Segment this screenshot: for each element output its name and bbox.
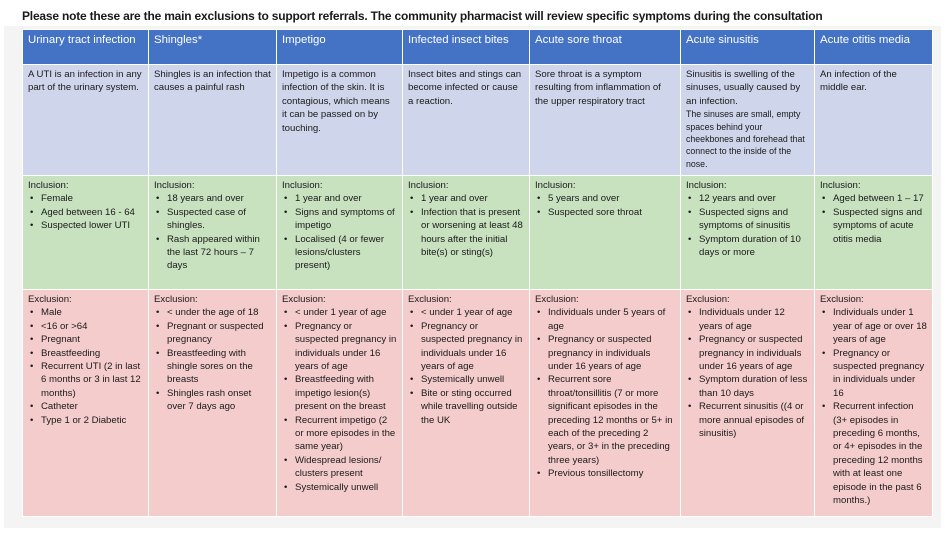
header-row — [23, 30, 933, 65]
inclusion-label: Inclusion: — [408, 180, 449, 191]
list-item: • Symptom duration of 10 days or more — [699, 233, 809, 260]
exclusion-cell — [277, 290, 403, 517]
exclusion-label: Exclusion: — [154, 294, 198, 305]
list-item: • Breastfeeding — [41, 347, 143, 360]
list-item: • 18 years and over — [167, 192, 271, 205]
list-item: • Pregnancy or suspected pregnancy in individuals under 16 years of age — [295, 320, 397, 374]
description-row — [23, 65, 933, 176]
list-item: • 1 year and over — [295, 192, 397, 205]
col-header-impetigo: Impetigo — [277, 30, 403, 65]
exclusion-label: Exclusion: — [535, 294, 579, 305]
list-item: • Breastfeeding with impetigo lesion(s) present on the breast — [295, 373, 397, 413]
inclusion-label: Inclusion: — [820, 180, 861, 191]
exclusion-label: Exclusion: — [28, 294, 72, 305]
exclusion-list — [282, 306, 397, 494]
exclusion-label: Exclusion: — [282, 294, 326, 305]
list-item: • 12 years and over — [699, 192, 809, 205]
col-header-uti: Urinary tract infection — [23, 30, 149, 65]
list-item: • Pregnancy or suspected pregnancy in individuals under 16 years of age — [548, 333, 675, 373]
list-item: • Recurrent infection (3+ episodes in preceding 6 months, or 4+ episodes in the preceding 12 months with at least one episode in the past 6 months.) — [833, 400, 927, 507]
exclusion-label: Exclusion: — [820, 294, 864, 305]
list-item: • Suspected signs and symptoms of sinusitis — [699, 206, 809, 233]
exclusion-label: Exclusion: — [686, 294, 730, 305]
list-item: • < under 1 year of age — [295, 306, 397, 319]
list-item: • Localised (4 or fewer lesions/clusters present) — [295, 233, 397, 273]
description-cell: Insect bites and stings can become infected or cause a reaction. — [403, 65, 530, 176]
list-item: • Infection that is present or worsening at least 48 hours after the initial bite(s) or sting(s) — [421, 206, 524, 260]
exclusion-cell — [149, 290, 277, 517]
list-item: • Pregnant — [41, 333, 143, 346]
description-cell: Impetigo is a common infection of the skin. It is contagious, which means it can be passed on by touching. — [277, 65, 403, 176]
inclusion-row — [23, 176, 933, 290]
inclusion-cell — [277, 176, 403, 290]
exclusion-label: Exclusion: — [408, 294, 452, 305]
list-item: • Suspected lower UTI — [41, 219, 143, 232]
list-item: • Pregnancy or suspected pregnancy in individuals under 16 years of age — [699, 333, 809, 373]
exclusion-cell — [530, 290, 681, 517]
inclusion-label: Inclusion: — [154, 180, 195, 191]
list-item: • Catheter — [41, 400, 143, 413]
description-cell: Shingles is an infection that causes a painful rash — [149, 65, 277, 176]
description-cell: A UTI is an infection in any part of the urinary system. — [23, 65, 149, 176]
list-item: • Recurrent sinusitis ((4 or more annual episodes of sinusitis) — [699, 400, 809, 440]
description-cell — [681, 65, 815, 176]
exclusion-cell — [23, 290, 149, 517]
exclusion-cell — [681, 290, 815, 517]
inclusion-list — [686, 192, 809, 259]
exclusions-table — [22, 29, 933, 517]
list-item: • < under the age of 18 — [167, 306, 271, 319]
list-item: • < under 1 year of age — [421, 306, 524, 319]
inclusion-cell — [23, 176, 149, 290]
col-header-sore-throat: Acute sore throat — [530, 30, 681, 65]
list-item: • Bite or sting occurred while travelling outside the UK — [421, 387, 524, 427]
list-item: • Individuals under 1 year of age or over 18 years of age — [833, 306, 927, 346]
list-item: • Individuals under 5 years of age — [548, 306, 675, 333]
col-header-sinusitis: Acute sinusitis — [681, 30, 815, 65]
inclusion-cell — [815, 176, 933, 290]
list-item: • Male — [41, 306, 143, 319]
list-item: • Aged between 16 - 64 — [41, 206, 143, 219]
list-item: • Shingles rash onset over 7 days ago — [167, 387, 271, 414]
inclusion-list — [408, 192, 524, 259]
inclusion-list — [282, 192, 397, 272]
col-header-shingles: Shingles* — [149, 30, 277, 65]
inclusion-cell — [149, 176, 277, 290]
list-item: • Systemically unwell — [421, 373, 524, 386]
exclusion-row — [23, 290, 933, 517]
exclusion-list — [408, 306, 524, 427]
inclusion-cell — [681, 176, 815, 290]
inclusion-label: Inclusion: — [535, 180, 576, 191]
inclusion-cell — [403, 176, 530, 290]
list-item: • Breastfeeding with shingle sores on the breasts — [167, 347, 271, 387]
list-item: • Symptom duration of less than 10 days — [699, 373, 809, 400]
inclusion-label: Inclusion: — [282, 180, 323, 191]
description-cell: An infection of the middle ear. — [815, 65, 933, 176]
list-item: • Suspected sore throat — [548, 206, 675, 219]
list-item: • Female — [41, 192, 143, 205]
inclusion-list — [535, 192, 675, 219]
list-item: • Individuals under 12 years of age — [699, 306, 809, 333]
list-item: • Suspected signs and symptoms of acute otitis media — [833, 206, 927, 246]
inclusion-cell — [530, 176, 681, 290]
description-cell: Sore throat is a symptom resulting from inflammation of the upper respiratory tract — [530, 65, 681, 176]
exclusion-list — [28, 306, 143, 427]
page-title: Please note these are the main exclusions to support referrals. The community pharmacist will review specific symptoms during the consultation — [22, 9, 823, 23]
col-header-otitis-media: Acute otitis media — [815, 30, 933, 65]
list-item: • Widespread lesions/ clusters present — [295, 454, 397, 481]
list-item: • Recurrent UTI (2 in last 6 months or 3 in last 12 months) — [41, 360, 143, 400]
inclusion-label: Inclusion: — [686, 180, 727, 191]
list-item: • Rash appeared within the last 72 hours – 7 days — [167, 233, 271, 273]
list-item: • Signs and symptoms of impetigo — [295, 206, 397, 233]
list-item: • Type 1 or 2 Diabetic — [41, 414, 143, 427]
description-extra: The sinuses are small, empty spaces behind your cheekbones and forehead that connect to the inside of the nose. — [686, 109, 805, 169]
inclusion-list — [820, 192, 927, 246]
list-item: • Pregnancy or suspected pregnancy in individuals under 16 years of age — [421, 320, 524, 374]
list-item: • Pregnancy or suspected pregnancy in individuals under 16 — [833, 347, 927, 401]
list-item: • Recurrent sore throat/tonsillitis (7 or more significant episodes in the preceding 12 months or 5+ in each of the preceding 2 years, or 3+ in the preceding three years) — [548, 373, 675, 467]
col-header-insect-bites: Infected insect bites — [403, 30, 530, 65]
list-item: • Suspected case of shingles. — [167, 206, 271, 233]
exclusion-list — [154, 306, 271, 413]
list-item: • <16 or >64 — [41, 320, 143, 333]
description-text: Sinusitis is swelling of the sinuses, usually caused by an infection. — [686, 69, 801, 107]
exclusion-list — [686, 306, 809, 440]
list-item: • Systemically unwell — [295, 481, 397, 494]
list-item: • Aged between 1 – 17 — [833, 192, 927, 205]
list-item: • Pregnant or suspected pregnancy — [167, 320, 271, 347]
exclusion-list — [535, 306, 675, 480]
list-item: • 5 years and over — [548, 192, 675, 205]
list-item: • Previous tonsillectomy — [548, 467, 675, 480]
inclusion-label: Inclusion: — [28, 180, 69, 191]
inclusion-list — [28, 192, 143, 232]
inclusion-list — [154, 192, 271, 272]
list-item: • Recurrent impetigo (2 or more episodes in the same year) — [295, 414, 397, 454]
exclusion-cell — [815, 290, 933, 517]
exclusion-list — [820, 306, 927, 507]
exclusion-cell — [403, 290, 530, 517]
list-item: • 1 year and over — [421, 192, 524, 205]
